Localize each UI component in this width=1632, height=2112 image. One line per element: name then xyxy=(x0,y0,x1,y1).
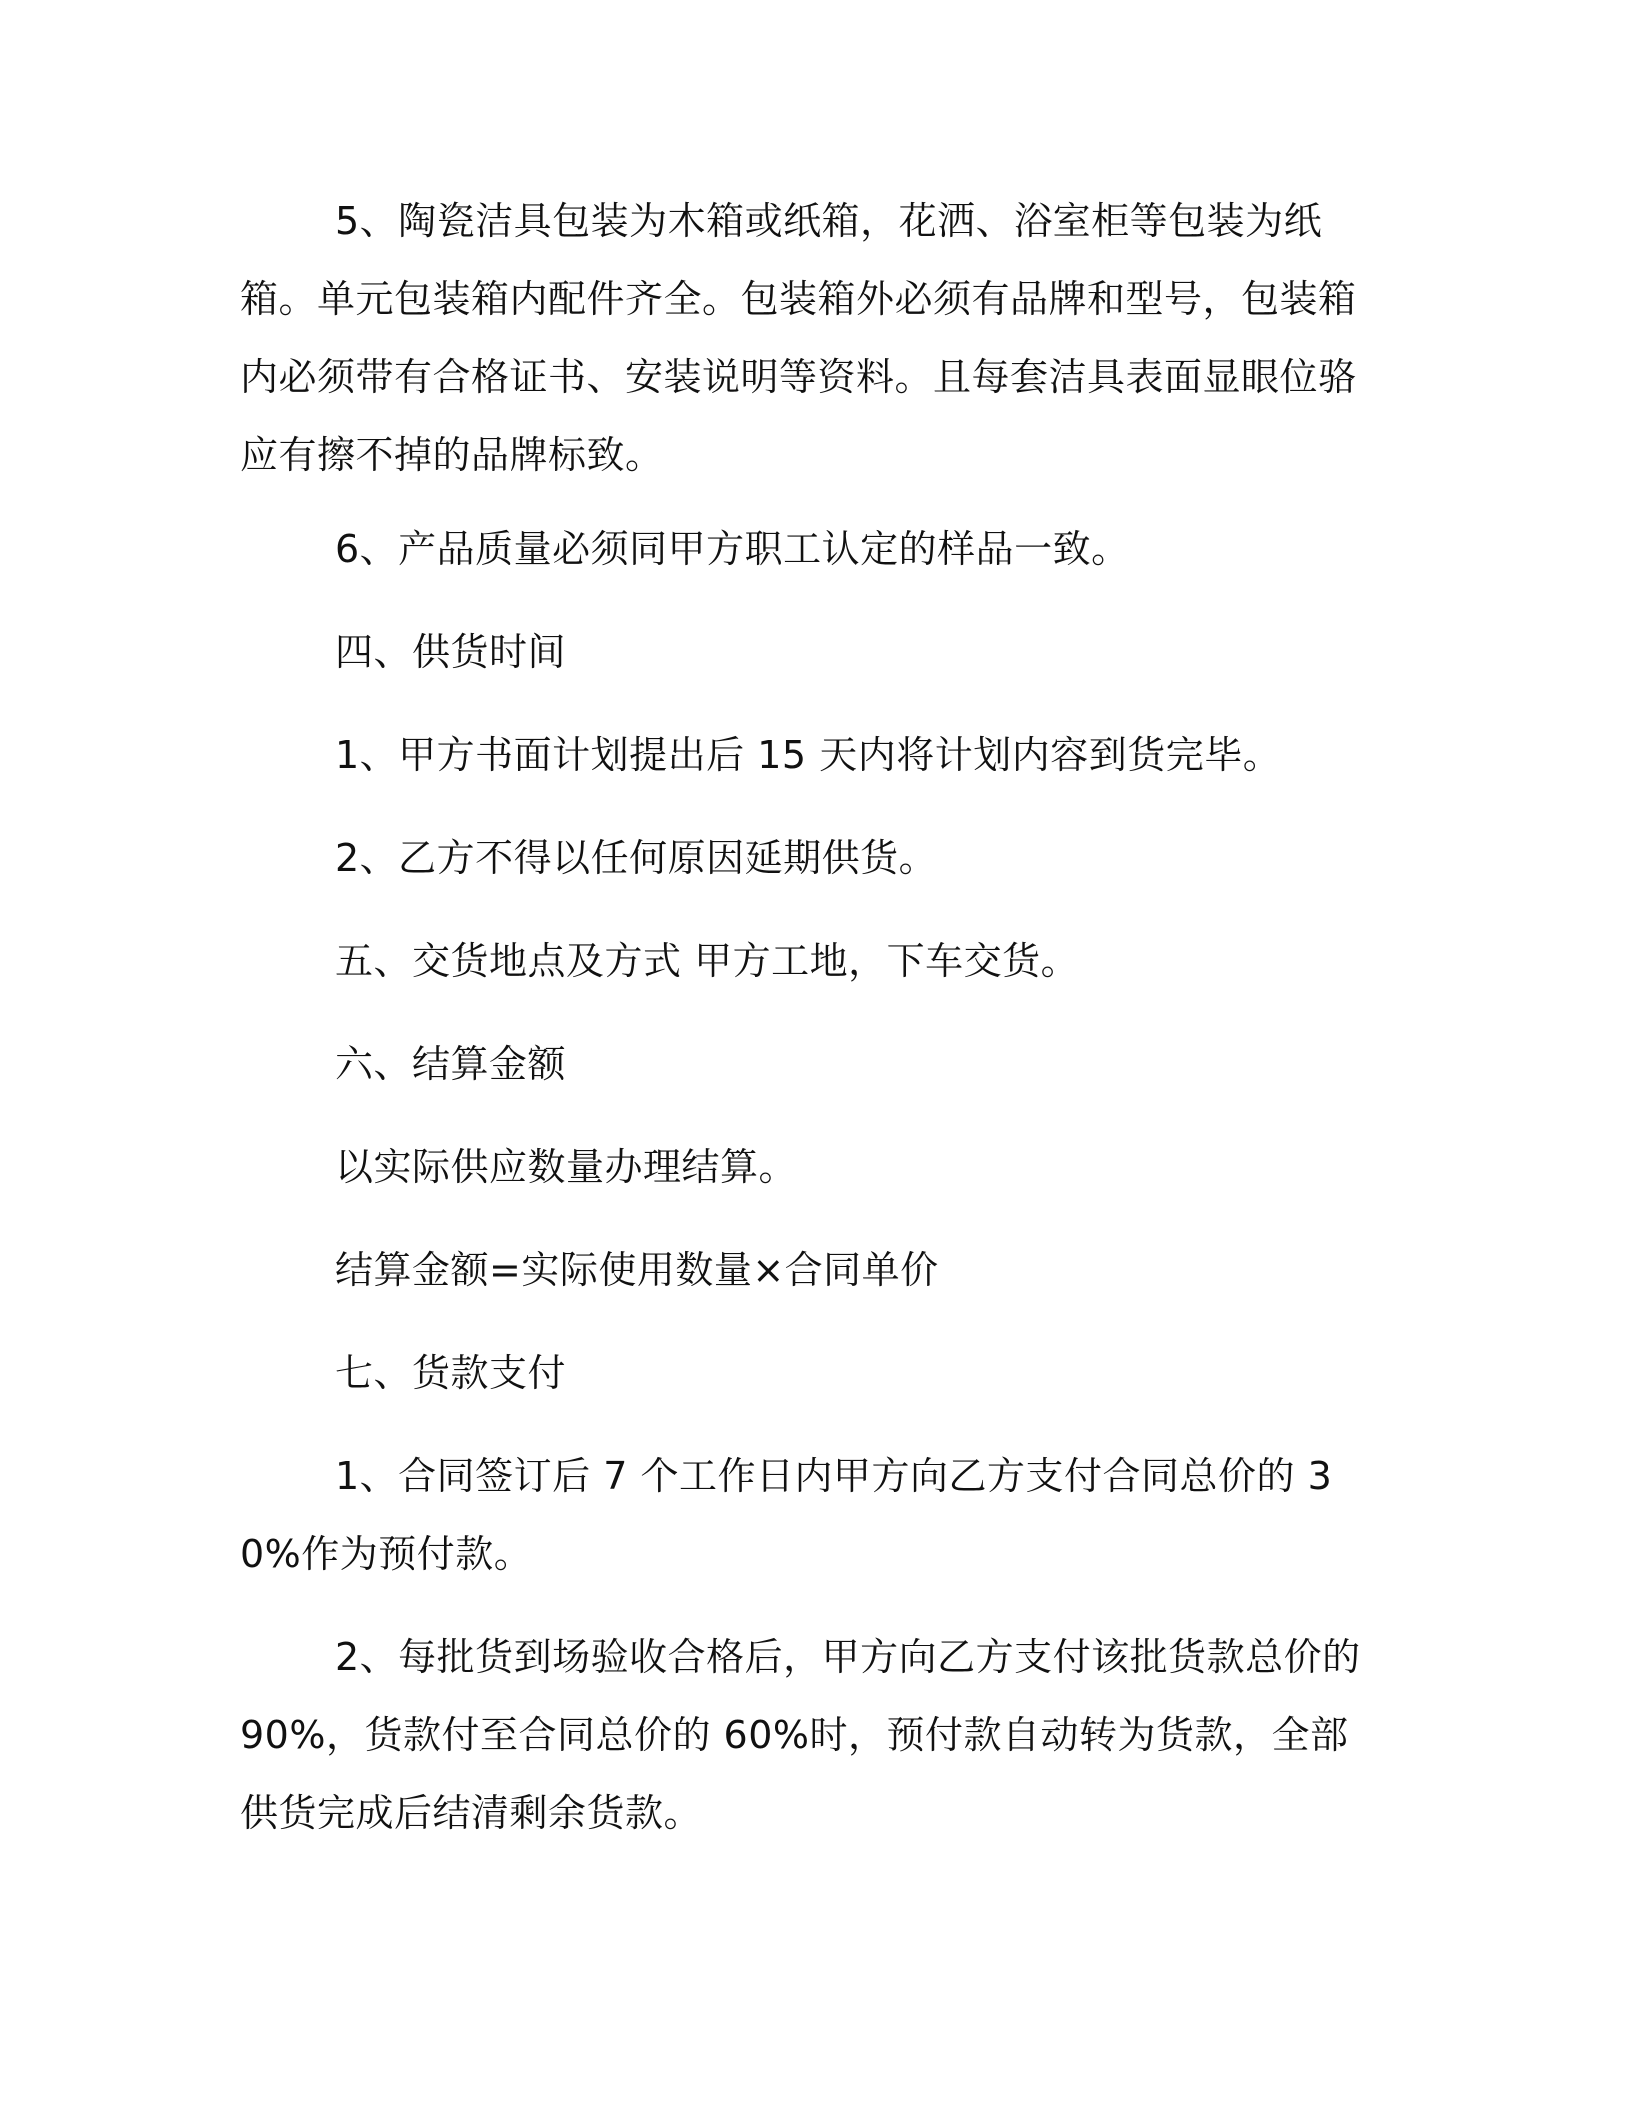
paragraph-settlement-basis: 以实际供应数量办理结算。 xyxy=(335,1145,798,1189)
paragraph-batch-payment: 2、每批货到场验收合格后，甲方向乙方支付该批货款总价的 90%，货款付至合同总价的 60%时，预付款自动转为货款，全部供货完成后结清剩余货款。 xyxy=(240,1635,1361,1835)
section-heading-payment: 七、货款支付 xyxy=(335,1351,567,1395)
paragraph-no-delay: 2、乙方不得以任何原因延期供货。 xyxy=(335,836,938,880)
paragraph-packaging: 5、陶瓷洁具包装为木箱或纸箱，花洒、浴室柜等包装为纸箱。单元包装箱内配件齐全。包装箱外必须有品牌和型号，包装箱内必须带有合格证书、安装说明等资料。且每套洁具表面显眼位骆应有擦不掉的品牌标致。 xyxy=(240,199,1357,477)
section-heading-delivery-place: 五、交货地点及方式 甲方工地，下车交货。 xyxy=(335,939,1080,983)
paragraph-settlement-formula: 结算金额=实际使用数量×合同单价 xyxy=(335,1248,939,1292)
section-heading-delivery-time: 四、供货时间 xyxy=(335,630,567,674)
paragraph-quality: 6、产品质量必须同甲方职工认定的样品一致。 xyxy=(335,527,1130,571)
paragraph-delivery-deadline: 1、甲方书面计划提出后 15 天内将计划内容到货完毕。 xyxy=(335,733,1282,777)
paragraph-advance-payment: 1、合同签订后 7 个工作日内甲方向乙方支付合同总价的 30%作为预付款。 xyxy=(240,1454,1333,1576)
section-heading-settlement: 六、结算金额 xyxy=(335,1042,567,1086)
